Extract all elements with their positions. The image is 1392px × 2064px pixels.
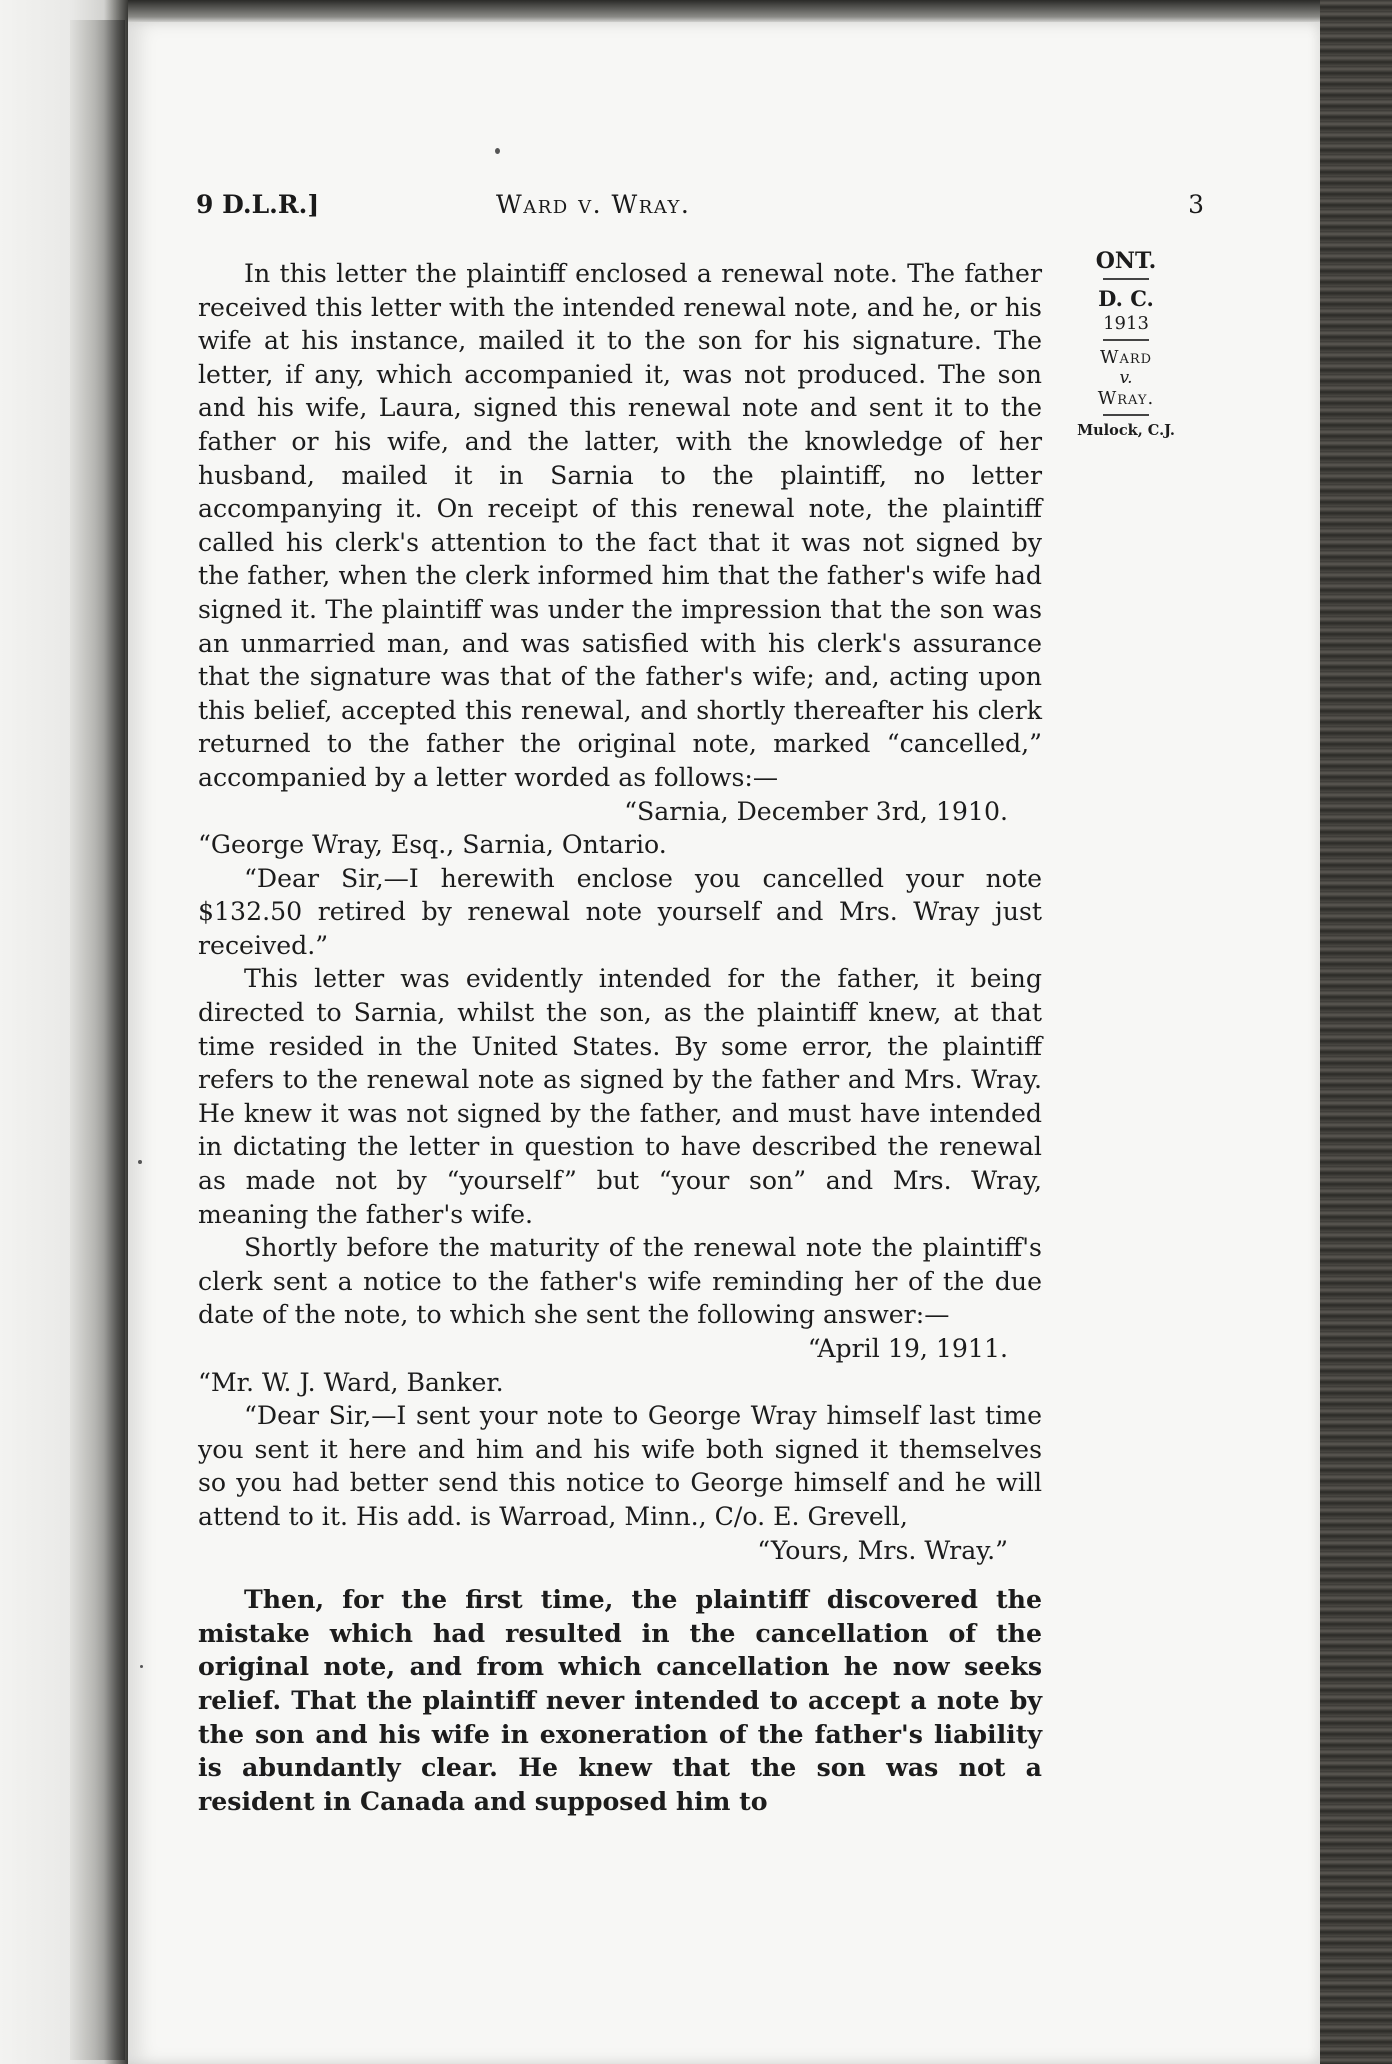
- margin-court: ONT.: [1095, 248, 1157, 274]
- margin-rule: [1103, 414, 1149, 416]
- ink-speck: [138, 1160, 142, 1164]
- paragraph-4: Then, for the first time, the plaintiff discovered the mistake which had resulted in the cancellation of the original note, and from which cancellation he now seeks relief. That the plaintiff never intended to accept a note by the son and his wife in exoneration of the father's liability is abundantly clear. He knew that the son was not a resident in Canada and supposed him to: [198, 1584, 1042, 1816]
- case-title: Ward v. Wray.: [496, 190, 691, 219]
- letter-1-address: “George Wray, Esq., Sarnia, Ontario.: [198, 830, 667, 860]
- margin-party1: Ward: [1099, 347, 1153, 368]
- letter-1-date: “Sarnia, December 3rd, 1910.: [624, 796, 1008, 826]
- ink-speck: [140, 1665, 143, 1668]
- margin-notes: [1066, 250, 1186, 439]
- paragraph-2: This letter was evidently intended for the father, it being directed to Sarnia, whilst the son, as the plaintiff knew, at that time resided in the United States. By some error, the plaintiff refers to the renewal note as signed by the father and Mrs. Wray. He knew it was not signed by the father, and must have intended in dictating the letter in question to have described the renewal as made not by “yourself” but “your son” and Mrs. Wray, meaning the father's wife.: [198, 964, 1042, 1229]
- page-top-edge: [128, 0, 1322, 24]
- book-right-edge: [1320, 0, 1392, 2064]
- running-head: [196, 190, 1204, 224]
- paragraph-3: Shortly before the maturity of the renewal note the plaintiff's clerk sent a notice to the father's wife reminding her of the due date of the note, to which she sent the following answer:—: [198, 1233, 1042, 1330]
- gutter-shadow: [70, 20, 125, 2060]
- margin-division: D. C.: [1098, 286, 1154, 311]
- letter-2-body: “Dear Sir,—I sent your note to George Wray himself last time you sent it here and him and his wife both signed it themselves so you had better send this notice to George himself and he will attend to it. His add. is Warroad, Minn., C/o. E. Grevell,: [198, 1401, 1042, 1531]
- margin-rule: [1103, 339, 1149, 341]
- margin-rule: [1103, 278, 1149, 280]
- margin-party2: Wray.: [1097, 388, 1155, 409]
- body-text: [198, 257, 1042, 1818]
- margin-year: 1913: [1103, 313, 1149, 334]
- paragraph-1: In this letter the plaintiff enclosed a renewal note. The father received this letter with the intended renewal note, and he, or his wife at his instance, mailed it to the son for his signature. The letter, if any, which accompanied it, was not produced. The son and his wife, Laura, signed this renewal note and sent it to the father or his wife, and the latter, with the knowledge of her husband, mailed it in Sarnia to the plaintiff, no letter accompanying it. On receipt of this renewal note, the plaintiff called his clerk's attention to the fact that it was not signed by the father, when the clerk informed him that the father's wife had signed it. The plaintiff was under the impression that the son was an unmarried man, and was satisfied with his clerk's assurance that the signature was that of the father's wife; and, acting upon this belief, accepted this renewal, and shortly thereafter his clerk returned to the father the original note, marked “cancelled,” accompanied by a letter worded as follows:—: [198, 259, 1042, 792]
- letter-2-date: “April 19, 1911.: [807, 1334, 1008, 1363]
- page-number: 3: [1188, 190, 1204, 219]
- letter-1-body: “Dear Sir,—I herewith enclose you cancelled your note $132.50 retired by renewal note yourself and Mrs. Wray just received.”: [198, 863, 1042, 960]
- margin-judge: Mulock, C.J.: [1077, 422, 1175, 439]
- letter-2-address: “Mr. W. J. Ward, Banker.: [198, 1367, 504, 1397]
- volume-reference: 9 D.L.R.]: [196, 190, 320, 219]
- margin-versus: v.: [1119, 368, 1133, 388]
- ink-speck: [495, 148, 500, 154]
- letter-2-signoff: “Yours, Mrs. Wray.”: [757, 1535, 1008, 1565]
